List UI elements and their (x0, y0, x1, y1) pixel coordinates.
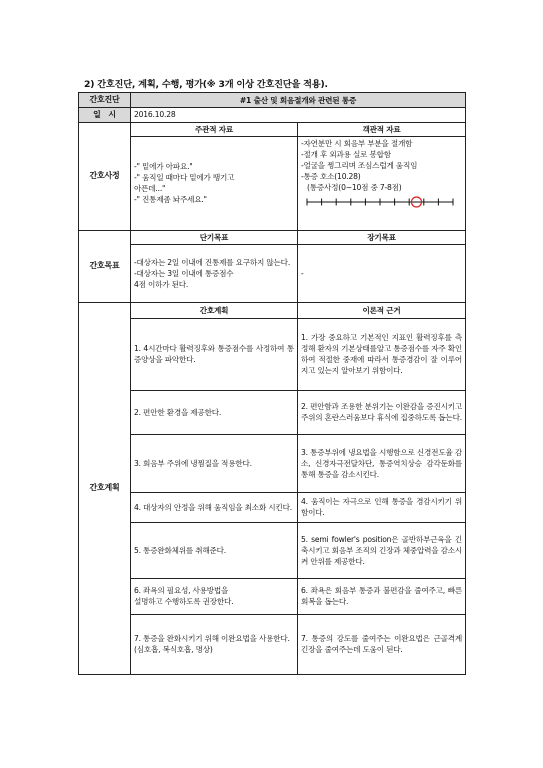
plan-item: 6. 좌욕의 필요성, 사용방법을 설명하고 수행하도록 권장한다. (131, 578, 298, 614)
assessment-body-row (79, 136, 466, 230)
diagnosis-label: 간호진단 (79, 93, 131, 108)
plan-row (79, 318, 466, 390)
pain-scale (301, 195, 462, 209)
section-heading: 2) 간호진단, 계획, 수행, 평가(※ 3개 이상 간호진단을 적용). (84, 79, 328, 90)
date-row (79, 108, 466, 123)
diagnosis-title: #1 출산 및 회음절개와 관련된 통증 (131, 93, 466, 108)
plan-label: 간호계획 (79, 302, 131, 674)
rationale-header: 이론적 근거 (298, 302, 466, 318)
rationale-item: 6. 좌욕은 회음부 통증과 불편감을 줄여주고, 빠른 회복을 돕는다. (298, 578, 466, 614)
subjective-header: 주관적 자료 (131, 122, 298, 136)
objective-item: -절개 후 외과용 실로 봉합함 (301, 149, 391, 159)
goals-header-row (79, 230, 466, 244)
rationale-item: 7. 통증의 강도를 줄여주는 이완요법은 근골격계 긴장을 줄여주는데 도움이 된다. (298, 614, 466, 674)
goals-body-row (79, 244, 466, 302)
diagnosis-row (79, 93, 466, 108)
objective-item: -얼굴을 찡그리며 조심스럽게 움직임 (301, 160, 418, 170)
objective-item: -통증 호소(10.28) (301, 171, 361, 181)
objective-item: (통증사정(0~10점 중 7-8점) (307, 182, 402, 192)
rationale-item: 2. 편안함과 조용한 분위기는 이완감을 증진시키고 주위의 혼란스러움보다 휴식에 집중하도록 돕는다. (298, 390, 466, 434)
rationale-item: 5. semi fowler's position은 골반하부근육을 긴축시키고 회음부 조직의 긴장과 체중압력을 감소시켜 안위를 제공한다. (298, 522, 466, 578)
rationale-item: 1. 가장 중요하고 기본적인 지표인 활력징후를 측정해 환자의 기본상태를알고 통증점수를 자주 확인하여 적절한 중재에 따라서 통증경감이 잘 이루어지고 있는지 알아보기 위함이다. (298, 318, 466, 390)
assessment-label: 간호사정 (79, 122, 131, 230)
plan-row (79, 614, 466, 674)
plan-row (79, 434, 466, 492)
plan-item: 2. 편안한 환경을 제공한다. (131, 390, 298, 434)
rationale-item: 4. 움직이는 자극으로 인해 통증을 경감시키기 위함이다. (298, 492, 466, 522)
date-value: 2016.10.28 (131, 108, 466, 123)
plan-row (79, 522, 466, 578)
goals-label: 간호목표 (79, 230, 131, 302)
short-goal-text: -대상자는 2일 이내에 진통제를 요구하지 않는다. -대상자는 3일 이내에 통증점수 4점 이하가 된다. (131, 244, 298, 302)
pain-scale-graphic (301, 195, 461, 209)
objective-header: 객관적 자료 (298, 122, 466, 136)
rationale-item: 3. 통증부위에 냉요법을 시행함으로 신경전도율 감소, 신경자극전달차단, 통증역치상승 감각둔화를 통해 통증을 감소시킨다. (298, 434, 466, 492)
subjective-data (131, 136, 298, 230)
subjective-item: -" 진통제좀 놔주세요." (134, 195, 207, 205)
nursing-process-table (78, 92, 466, 675)
subjective-item: -" 움직일 때마다 밑에가 땡기고 아픈데..." (134, 173, 235, 194)
objective-data (298, 136, 466, 230)
long-goal-header: 장기목표 (298, 230, 466, 244)
subjective-item: -" 밑에가 아파요." (134, 162, 193, 172)
plan-header-row (79, 302, 466, 318)
objective-item: -자연분만 시 회음부 부분을 절개함 (301, 138, 413, 148)
plan-row (79, 492, 466, 522)
plan-header: 간호계획 (131, 302, 298, 318)
plan-row (79, 390, 466, 434)
plan-item: 5. 통증완화체위를 취해준다. (131, 522, 298, 578)
plan-item: 4. 대상자의 안정을 위해 움직임을 최소화 시킨다. (131, 492, 298, 522)
short-goal-header: 단기목표 (131, 230, 298, 244)
plan-item: 7. 통증을 완화시키기 위해 이완요법을 사용한다. (심호흡, 복식호흡, 명상) (131, 614, 298, 674)
plan-row (79, 578, 466, 614)
assessment-header-row (79, 122, 466, 136)
plan-item: 3. 회음부 주위에 냉찜질을 적용한다. (131, 434, 298, 492)
plan-item: 1. 4시간마다 활력징후와 통증점수를 사정하여 통증양상을 파악한다. (131, 318, 298, 390)
date-label: 일 시 (79, 108, 131, 123)
long-goal-text: - (298, 244, 466, 302)
